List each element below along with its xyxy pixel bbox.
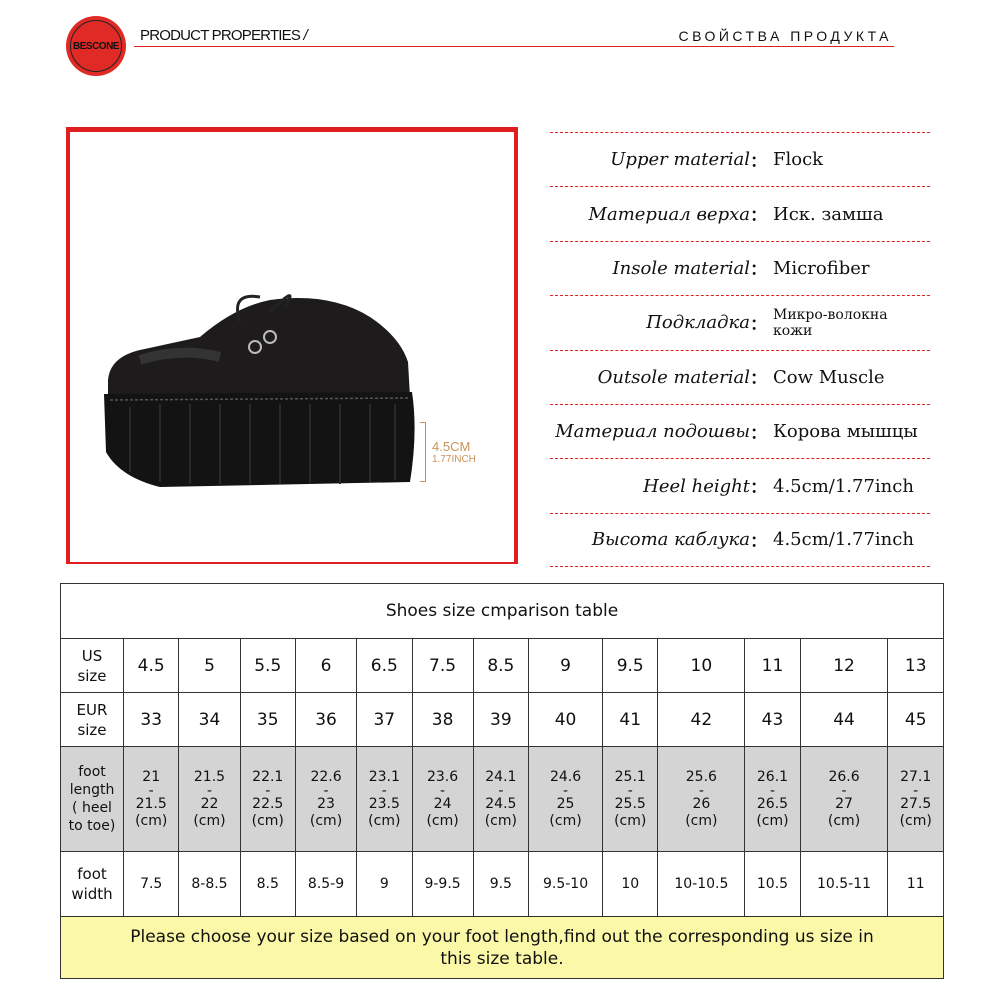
length_label-header-line: foot <box>78 764 106 780</box>
property-value: Микро-волокна кожи <box>773 306 888 339</box>
property-row <box>550 241 930 295</box>
foot-length-cell <box>240 747 295 852</box>
foot-width-cell: 10 <box>603 852 658 917</box>
property-colon: ： <box>750 205 768 227</box>
us-size-cell: 12 <box>800 639 888 693</box>
table-row-foot-width <box>61 852 944 917</box>
table-title-row <box>61 584 944 639</box>
width_label-header-line: foot <box>77 865 107 883</box>
properties-list <box>550 132 930 567</box>
us-size-cell: 8.5 <box>473 639 528 693</box>
property-value: Иск. замша <box>773 203 884 225</box>
foot-length-cell <box>179 747 240 852</box>
height-inch: 1.77INCH <box>432 454 476 465</box>
width_label-header-line: width <box>71 885 113 903</box>
eur-size-cell: 41 <box>603 693 658 747</box>
length-to: 23.5 <box>368 795 400 812</box>
length-dash: - <box>381 782 387 799</box>
foot-width-cell: 7.5 <box>124 852 179 917</box>
property-row <box>550 350 930 404</box>
us-size-cell: 6.5 <box>357 639 412 693</box>
property-label: Подкладка <box>646 312 750 334</box>
property-value: Microfiber <box>773 257 870 279</box>
length-from: 23.6 <box>426 768 459 785</box>
length-dash: - <box>769 782 775 799</box>
foot-length-cell <box>658 747 745 852</box>
length-to: 26 <box>692 795 711 812</box>
length-to: 25 <box>556 795 575 812</box>
length-to: 23 <box>317 795 335 812</box>
us-size-cell: 9.5 <box>603 639 658 693</box>
length-dash: - <box>323 782 329 799</box>
brand-logo <box>66 16 126 76</box>
property-colon: ： <box>750 313 768 335</box>
property-label: Heel height <box>643 475 750 497</box>
eur_label-header-line: size <box>77 720 107 739</box>
property-colon: ： <box>750 259 768 281</box>
length-unit: (cm) <box>614 812 647 829</box>
length-from: 21 <box>142 768 161 785</box>
eur-size-cell: 38 <box>412 693 473 747</box>
length-to: 22.5 <box>252 795 284 812</box>
property-colon: ： <box>750 422 768 444</box>
width_label-header <box>61 852 124 917</box>
property-label: Insole material <box>612 257 750 279</box>
length-from: 23.1 <box>368 768 400 785</box>
property-colon: ： <box>750 477 768 499</box>
length-from: 21.5 <box>193 768 226 785</box>
length-dash: - <box>563 782 569 799</box>
length-dash: - <box>627 782 633 799</box>
us-size-cell: 13 <box>888 639 944 693</box>
length-from: 26.1 <box>756 768 789 785</box>
title-slash: / <box>303 27 307 44</box>
length-from: 22.1 <box>252 768 284 785</box>
eur-size-cell: 39 <box>473 693 528 747</box>
property-value: 4.5cm/1.77inch <box>773 529 914 551</box>
foot-length-cell <box>800 747 888 852</box>
foot-width-cell: 9.5-10 <box>529 852 603 917</box>
eur_label-header <box>61 693 124 747</box>
length-from: 24.6 <box>549 768 582 785</box>
length-to: 27 <box>835 795 853 812</box>
heel-height-indicator <box>420 422 476 482</box>
length_label-header-line: length <box>69 782 115 798</box>
eur-size-cell: 44 <box>800 693 888 747</box>
length-to: 22 <box>200 795 219 812</box>
property-colon: ： <box>750 150 768 172</box>
foot-length-cell <box>412 747 473 852</box>
length-unit: (cm) <box>685 812 718 829</box>
property-value: 4.5cm/1.77inch <box>773 475 914 497</box>
eur_label-header-line: EUR <box>76 700 108 719</box>
length_label-header-line: ( heel <box>72 800 112 816</box>
length-unit: (cm) <box>309 812 343 829</box>
foot-length-cell <box>745 747 800 852</box>
length_label-header-line: to toe) <box>68 818 116 834</box>
eur-size-cell: 35 <box>240 693 295 747</box>
us-size-cell: 9 <box>529 639 603 693</box>
length-unit: (cm) <box>135 812 168 829</box>
eur-size-cell: 40 <box>529 693 603 747</box>
length-unit: (cm) <box>484 812 517 829</box>
property-label: Материал верха <box>588 203 750 225</box>
property-colon: ： <box>750 368 768 390</box>
table-note-row <box>61 917 944 979</box>
eur-size-cell: 43 <box>745 693 800 747</box>
length-dash: - <box>698 782 704 799</box>
us-size-cell: 6 <box>295 639 356 693</box>
length-dash: - <box>498 782 504 799</box>
length-from: 27.1 <box>900 768 932 785</box>
foot-length-cell <box>529 747 603 852</box>
property-row <box>550 513 930 567</box>
property-label: Высота каблука <box>591 529 750 551</box>
length-unit: (cm) <box>827 812 861 829</box>
length-unit: (cm) <box>899 812 932 829</box>
foot-width-cell: 9 <box>357 852 412 917</box>
table-title: Shoes size cmparison table <box>61 584 944 639</box>
foot-width-cell: 8-8.5 <box>179 852 240 917</box>
foot-width-cell: 8.5 <box>240 852 295 917</box>
length_label-header <box>61 747 124 852</box>
dimension-bracket <box>420 422 426 482</box>
us_label-header-line: size <box>77 666 107 685</box>
property-value: Корова мышцы <box>773 421 918 443</box>
height-cm: 4.5CM <box>432 439 471 454</box>
length-to: 24.5 <box>485 795 517 812</box>
property-value: Flock <box>773 149 824 171</box>
length-to: 21.5 <box>135 795 167 812</box>
table-row-us <box>61 639 944 693</box>
length-dash: - <box>265 782 271 799</box>
eur-size-cell: 37 <box>357 693 412 747</box>
property-row <box>550 295 930 349</box>
property-value: Cow Muscle <box>773 366 885 388</box>
eur-size-cell: 45 <box>888 693 944 747</box>
title-en-text: PRODUCT PROPERTIES <box>140 27 301 44</box>
us-size-cell: 10 <box>658 639 745 693</box>
property-row <box>550 186 930 240</box>
length-to: 27.5 <box>900 795 932 812</box>
property-label: Материал подошвы <box>555 421 750 443</box>
eur-size-cell: 36 <box>295 693 356 747</box>
foot-width-cell: 10-10.5 <box>658 852 745 917</box>
length-unit: (cm) <box>426 812 459 829</box>
foot-width-cell: 11 <box>888 852 944 917</box>
length-dash: - <box>841 782 847 799</box>
size-note: Please choose your size based on your foot length,find out the corresponding us size in this size table. <box>61 917 944 979</box>
table-row-eur <box>61 693 944 747</box>
length-from: 26.6 <box>828 768 860 785</box>
length-from: 22.6 <box>310 768 342 785</box>
us_label-header-line: US <box>81 646 103 665</box>
property-colon: ： <box>750 530 768 552</box>
property-row <box>550 458 930 512</box>
foot-length-cell <box>888 747 944 852</box>
property-row <box>550 404 930 458</box>
us-size-cell: 5.5 <box>240 639 295 693</box>
foot-width-cell: 10.5-11 <box>800 852 888 917</box>
us_label-header <box>61 639 124 693</box>
size-table <box>60 583 944 979</box>
length-unit: (cm) <box>756 812 789 829</box>
length-to: 25.5 <box>614 795 646 812</box>
eur-size-cell: 34 <box>179 693 240 747</box>
foot-length-cell <box>124 747 179 852</box>
length-to: 24 <box>433 795 452 812</box>
us-size-cell: 4.5 <box>124 639 179 693</box>
us-size-cell: 11 <box>745 639 800 693</box>
foot-length-cell <box>603 747 658 852</box>
length-unit: (cm) <box>251 812 284 829</box>
foot-width-cell: 8.5-9 <box>295 852 356 917</box>
eur-size-cell: 42 <box>658 693 745 747</box>
length-dash: - <box>148 782 154 799</box>
length-from: 24.1 <box>485 768 517 785</box>
length-unit: (cm) <box>549 812 582 829</box>
foot-width-cell: 10.5 <box>745 852 800 917</box>
length-dash: - <box>913 782 919 799</box>
foot-length-cell <box>295 747 356 852</box>
property-label: Outsole material <box>597 366 750 388</box>
property-label: Upper material <box>610 149 750 171</box>
eur-size-cell: 33 <box>124 693 179 747</box>
title-ru: СВОЙСТВА ПРОДУКТА <box>678 28 892 44</box>
length-unit: (cm) <box>193 812 226 829</box>
foot-length-cell <box>473 747 528 852</box>
length-to: 26.5 <box>756 795 789 812</box>
us-size-cell: 5 <box>179 639 240 693</box>
header-divider <box>134 46 894 47</box>
product-image-frame <box>66 127 518 564</box>
length-unit: (cm) <box>368 812 401 829</box>
length-dash: - <box>206 782 212 799</box>
length-from: 25.1 <box>614 768 646 785</box>
title-en <box>140 27 307 44</box>
us-size-cell: 7.5 <box>412 639 473 693</box>
shoe-image <box>70 132 514 562</box>
foot-length-cell <box>357 747 412 852</box>
length-from: 25.6 <box>685 768 717 785</box>
table-row-foot-length <box>61 747 944 852</box>
foot-width-cell: 9-9.5 <box>412 852 473 917</box>
property-row <box>550 132 930 186</box>
length-dash: - <box>440 782 446 799</box>
brand-logo-text: BESCONE <box>70 20 122 72</box>
foot-width-cell: 9.5 <box>473 852 528 917</box>
